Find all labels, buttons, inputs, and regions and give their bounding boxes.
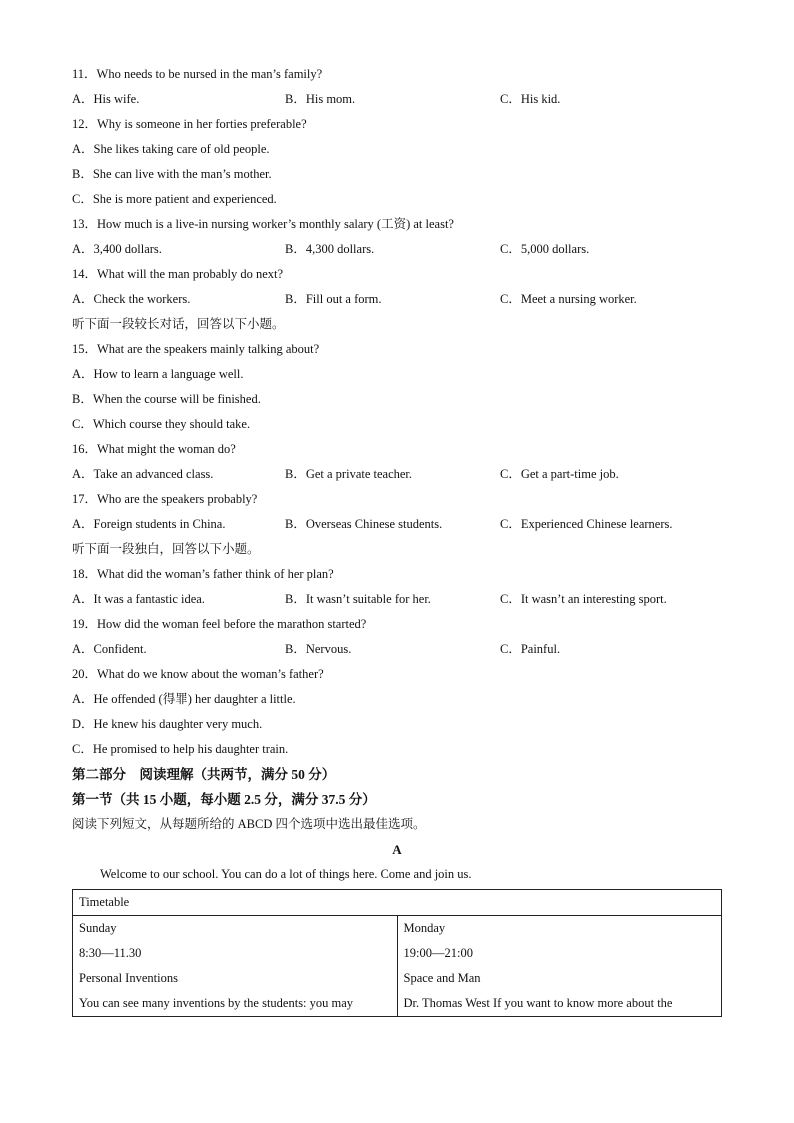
answer-option: A．Check the workers. (72, 292, 191, 306)
listening-instruction: 听下面一段独白，回答以下小题。 (72, 542, 260, 556)
answer-option: A．How to learn a language well. (72, 367, 244, 381)
answer-option: C．He promised to help his daughter train. (72, 742, 289, 756)
day-label: Monday (403, 921, 446, 935)
question-stem: 19．How did the woman feel before the marathon started? (72, 617, 367, 631)
exam-page (72, 62, 722, 1017)
answer-option: A．His wife. (72, 92, 140, 106)
part-title: 第二部分 阅读理解（共两节，满分 50 分） (72, 767, 336, 782)
answer-option: B．Fill out a form. (285, 292, 382, 306)
timetable-cell-monday (397, 916, 722, 1017)
answer-option: C．Meet a nursing worker. (500, 292, 637, 306)
timetable-header (73, 890, 722, 916)
question-stem: 18．What did the woman’s father think of her plan? (72, 567, 334, 581)
options-row (72, 87, 722, 112)
answer-option: A．Confident. (72, 642, 147, 656)
question-stem: 16．What might the woman do? (72, 442, 236, 456)
answer-option: B．His mom. (285, 92, 356, 106)
answer-option: A．3,400 dollars. (72, 242, 162, 256)
timetable (72, 889, 722, 1017)
answer-option: C．5,000 dollars. (500, 242, 590, 256)
answer-option: C．She is more patient and experienced. (72, 192, 277, 206)
question-stem: 20．What do we know about the woman’s father? (72, 667, 324, 681)
answer-option: A．She likes taking care of old people. (72, 142, 270, 156)
answer-option: B．Overseas Chinese students. (285, 517, 443, 531)
event-description: Dr. Thomas West If you want to know more about the (403, 996, 673, 1010)
options-row (72, 237, 722, 262)
answer-option: B．She can live with the man’s mother. (72, 167, 272, 181)
time-label: 8:30—11.30 (79, 946, 142, 960)
event-description: You can see many inventions by the students: you may (79, 996, 354, 1010)
time-label: 19:00—21:00 (403, 946, 473, 960)
reading-instruction: 阅读下列短文，从每题所给的 ABCD 四个选项中选出最佳选项。 (72, 817, 426, 831)
listening-instruction: 听下面一段较长对话，回答以下小题。 (72, 317, 285, 331)
options-row (72, 462, 722, 487)
answer-option: B．4,300 dollars. (285, 242, 375, 256)
answer-option: A．Foreign students in China. (72, 517, 226, 531)
event-title: Space and Man (403, 971, 481, 985)
options-row (72, 512, 722, 537)
timetable-cell-sunday (73, 916, 398, 1017)
answer-option: C．Which course they should take. (72, 417, 251, 431)
options-row (72, 587, 722, 612)
answer-option: C．His kid. (500, 92, 561, 106)
answer-option: D．He knew his daughter very much. (72, 717, 263, 731)
answer-option: C．It wasn’t an interesting sport. (500, 592, 667, 606)
answer-option: A．He offended (得罪) her daughter a little. (72, 692, 296, 706)
section-subtitle: 第一节（共 15 小题，每小题 2.5 分，满分 37.5 分） (72, 792, 376, 807)
timetable-header-text: Timetable (79, 895, 130, 909)
passage-intro: Welcome to our school. You can do a lot of things here. Come and join us. (100, 867, 472, 881)
answer-option: C．Painful. (500, 642, 561, 656)
answer-option: B．When the course will be finished. (72, 392, 261, 406)
options-row (72, 287, 722, 312)
answer-option: B．It wasn’t suitable for her. (285, 592, 431, 606)
question-stem: 17．Who are the speakers probably? (72, 492, 258, 506)
question-stem: 12．Why is someone in her forties preferable? (72, 117, 307, 131)
question-stem: 14．What will the man probably do next? (72, 267, 284, 281)
question-stem: 11．Who needs to be nursed in the man’s family? (72, 67, 323, 81)
listening-questions (72, 62, 722, 762)
event-title: Personal Inventions (79, 971, 178, 985)
answer-option: B．Nervous. (285, 642, 352, 656)
answer-option: A．It was a fantastic idea. (72, 592, 205, 606)
answer-option: A．Take an advanced class. (72, 467, 214, 481)
question-stem: 15．What are the speakers mainly talking about? (72, 342, 320, 356)
question-stem: 13．How much is a live-in nursing worker’s monthly salary (工资) at least? (72, 217, 454, 231)
options-row (72, 637, 722, 662)
answer-option: B．Get a private teacher. (285, 467, 413, 481)
day-label: Sunday (79, 921, 117, 935)
answer-option: C．Get a part-time job. (500, 467, 619, 481)
passage-letter: A (392, 842, 402, 857)
answer-option: C．Experienced Chinese learners. (500, 517, 673, 531)
